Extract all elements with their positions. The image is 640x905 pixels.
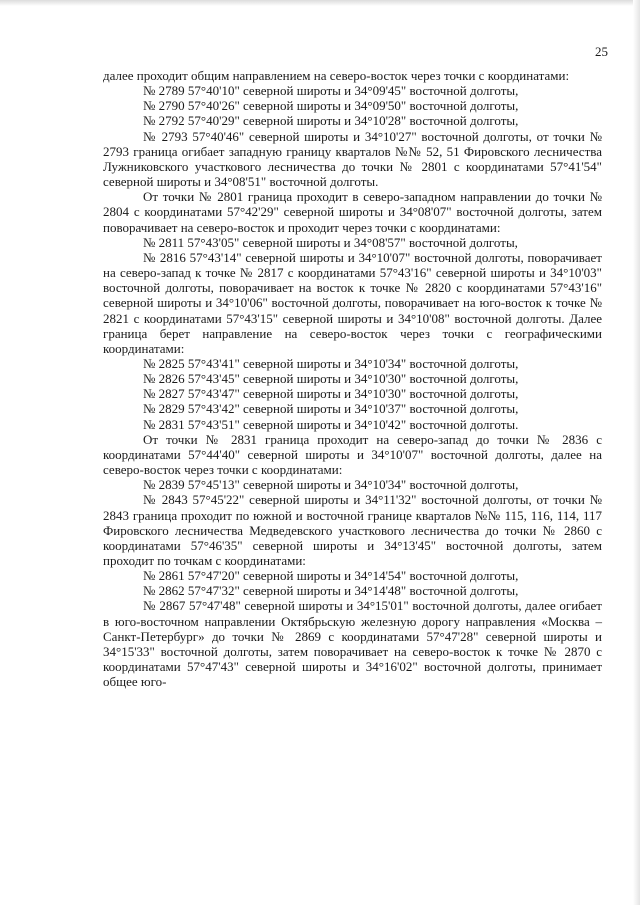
- page-number: 25: [595, 44, 608, 59]
- coordinate-line: № 2789 57°40'10" северной широты и 34°09'45" восточной долготы,: [143, 83, 519, 99]
- paragraph: № 2816 57°43'14" северной широты и 34°10'07" восточной долготы, поворачивает на северо-запад к точке № 2817 с координатами 57°43'16" северной широты и 34°10'03" восточной долготы, поворачивает на восток к точке № 2820 с координатами 57°43'16" северной широты и 34°10'06" восточной долготы, поворачивает на юго-восток к точке № 2821 с координатами 57°43'15" северной широты и 34°10'08" восточной долготы. Далее граница берет направление на северо-восток через точки с географическими координатами:: [103, 249, 602, 356]
- coordinate-line: № 2790 57°40'26" северной широты и 34°09'50" восточной долготы,: [143, 98, 519, 114]
- coordinate-line: № 2825 57°43'41" северной широты и 34°10'34" восточной долготы,: [143, 355, 519, 371]
- paragraph: От точки № 2801 граница проходит в северо-западном направлении до точки № 2804 с координатами 57°42'29" северной широты и 34°08'07" восточной долготы, затем поворачивает на северо-восток и проходит через точки с координатами:: [103, 189, 602, 235]
- paragraph: От точки № 2831 граница проходит на северо-запад до точки № 2836 с координатами 57°44'40" северной широты и 34°10'07" восточной долготы, далее на северо-восток через точки с координатами:: [103, 431, 602, 478]
- coordinate-line: № 2839 57°45'13" северной широты и 34°10'34" восточной долготы,: [143, 477, 519, 493]
- document-body: [103, 68, 602, 689]
- coordinate-line: № 2861 57°47'20" северной широты и 34°14'54" восточной долготы,: [143, 568, 519, 584]
- scan-edge-right: [633, 0, 640, 905]
- coordinate-line: № 2826 57°43'45" северной широты и 34°10'30" восточной долготы,: [143, 371, 519, 387]
- paragraph: № 2867 57°47'48" северной широты и 34°15'01" восточной долготы, далее огибает в юго-восточном направлении Октябрьскую железную дорогу направления «Москва – Санкт-Петербург» до точки № 2869 с координатами 57°47'28" северной широты и 34°15'33" восточной долготы, затем поворачивает на северо-восток к точке № 2870 с координатами 57°47'43" северной широты и 34°16'02" восточной долготы, принимает общее юго-: [103, 598, 602, 690]
- paragraph: № 2793 57°40'46" северной широты и 34°10'27" восточной долготы, от точки № 2793 граница огибает западную границу кварталов №№ 52, 51 Фировского лесничества Лужниковского участкового лесничества до точки № 2801 с координатами 57°41'54" северной широты и 34°08'51" восточной долготы.: [103, 128, 602, 190]
- coordinate-line: № 2792 57°40'29" северной широты и 34°10'28" восточной долготы,: [143, 113, 519, 129]
- coordinate-line: № 2827 57°43'47" северной широты и 34°10'30" восточной долготы,: [143, 386, 519, 402]
- coordinate-line: № 2862 57°47'32" северной широты и 34°14'48" восточной долготы,: [143, 583, 519, 599]
- coordinate-line: № 2831 57°43'51" северной широты и 34°10'42" восточной долготы.: [143, 416, 519, 432]
- scan-edge-top: [0, 0, 640, 6]
- coordinate-line: № 2829 57°43'42" северной широты и 34°10'37" восточной долготы,: [143, 401, 519, 417]
- paragraph: № 2843 57°45'22" северной широты и 34°11'32" восточной долготы, от точки № 2843 граница проходит по южной и восточной границе кварталов №№ 115, 116, 114, 117 Фировского лесничества Медведевского участкового лесничества до точки № 2860 с координатами 57°46'35" северной широты и 34°13'45" восточной долготы, затем проходит по точкам с координатами:: [103, 492, 602, 568]
- coordinate-line: № 2811 57°43'05" северной широты и 34°08'57" восточной долготы,: [143, 234, 518, 250]
- paragraph-intro: далее проходит общим направлением на северо-восток через точки с координатами:: [103, 68, 570, 83]
